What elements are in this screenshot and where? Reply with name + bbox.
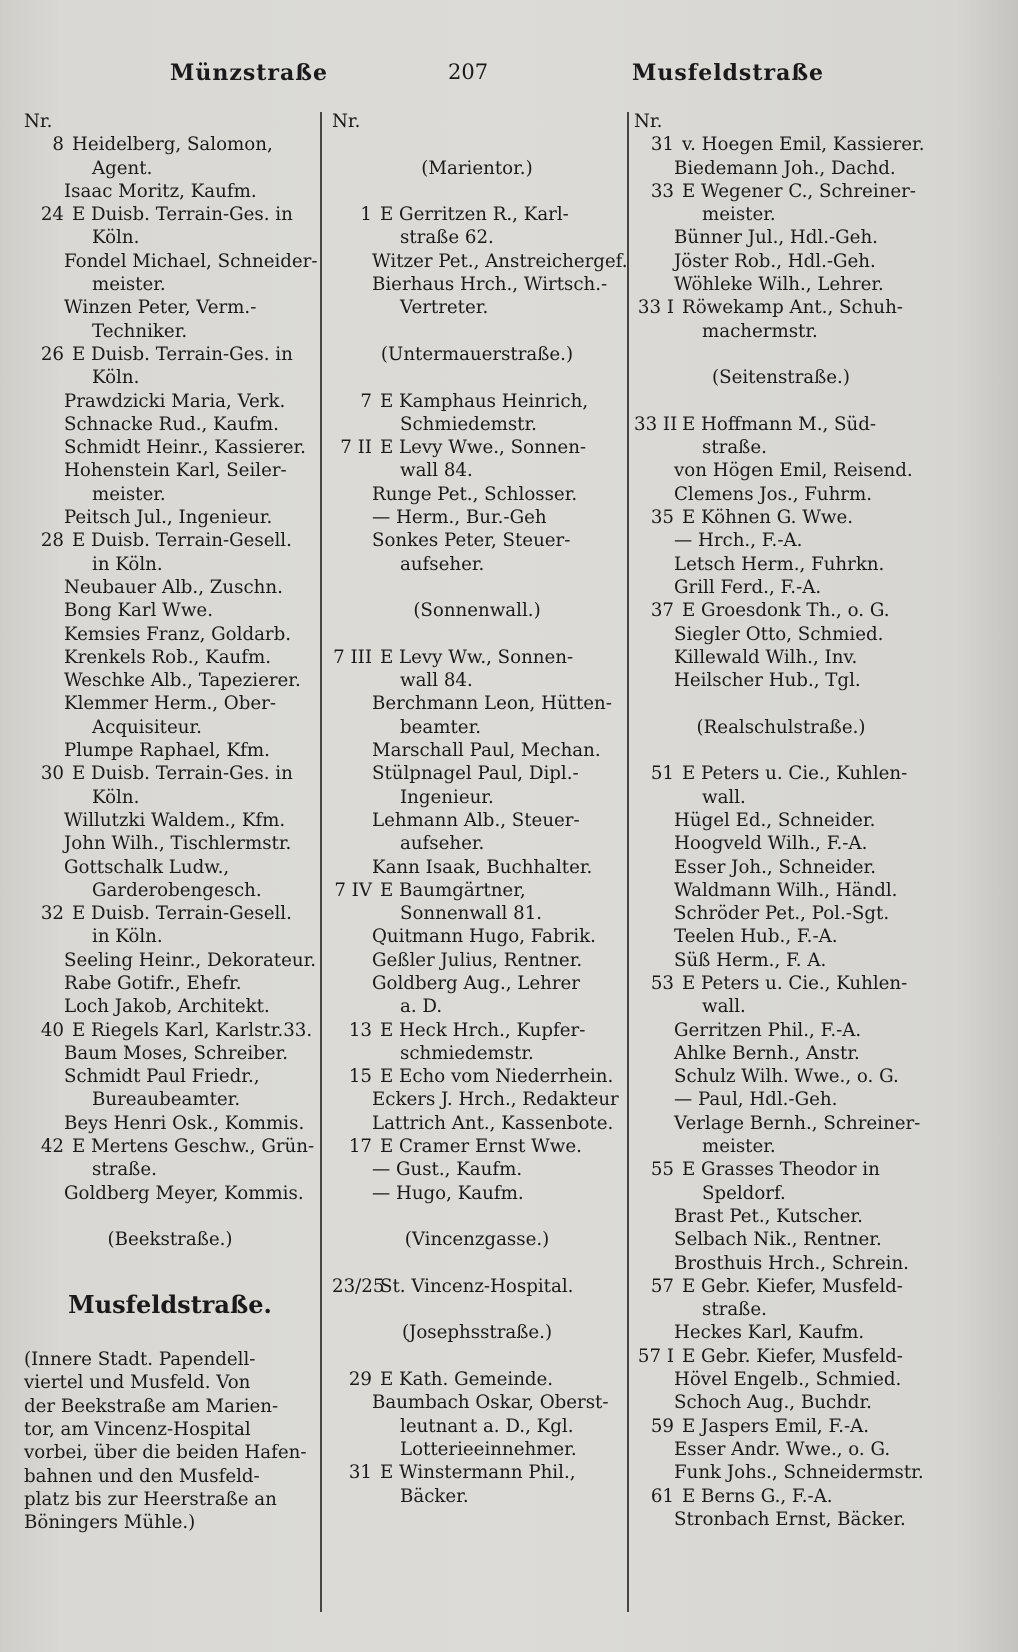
entry-continuation: Sonnenwall 81. (400, 903, 543, 925)
house-number: 51 (650, 763, 674, 785)
entry-continuation: wall 84. (400, 670, 473, 692)
house-entry (332, 436, 622, 459)
resident-entry: Brosthuis Hrch., Schrein. (674, 1252, 909, 1274)
house-number: 59 (650, 1415, 674, 1437)
spacer (332, 1252, 622, 1275)
house-entry (634, 762, 928, 785)
column-middle (332, 110, 628, 1508)
entry-continuation: a. D. (400, 996, 443, 1018)
resident-entry: Neubauer Alb., Zuschn. (64, 576, 283, 598)
street-description-line: Böningers Mühle.) (24, 1512, 196, 1534)
entry-continuation: machermstr. (702, 320, 818, 342)
entry-continuation: aufseher. (400, 553, 485, 575)
house-entry (634, 296, 928, 319)
house-number: 32 (40, 903, 64, 925)
resident-entry: Stülpnagel Paul, Dipl.- (372, 763, 579, 785)
resident-entry: Hohenstein Karl, Seiler- (64, 460, 287, 482)
house-entry (634, 599, 928, 622)
house-number: 53 (650, 972, 674, 994)
street-description-line: tor, am Vincenz-Hospital (24, 1419, 251, 1441)
header-street-left: Münzstraße (170, 60, 328, 86)
spacer (332, 133, 622, 156)
house-number: 7 (360, 390, 372, 412)
entry-continuation: leutnant a. D., Kgl. (400, 1415, 574, 1437)
resident-entry: Jöster Rob., Hdl.-Geh. (674, 250, 876, 272)
spacer (332, 1205, 622, 1228)
cross-street: (Untermauerstraße.) (380, 343, 574, 365)
house-entry (24, 203, 316, 226)
house-entry (634, 413, 928, 436)
resident-name: E Mertens Geschw., Grün- (72, 1136, 315, 1158)
entry-continuation: wall. (702, 996, 746, 1018)
resident-name: E Echo vom Niederrhein. (380, 1066, 614, 1088)
resident-entry: Peitsch Jul., Ingenieur. (64, 507, 273, 529)
resident-entry: Berchmann Leon, Hütten- (372, 693, 612, 715)
resident-entry: Selbach Nik., Rentner. (674, 1229, 882, 1251)
resident-entry: Eckers J. Hrch., Redakteur (372, 1089, 619, 1111)
column-right (634, 110, 928, 1531)
resident-entry: Loch Jakob, Architekt. (64, 996, 270, 1018)
resident-name: E Duisb. Terrain-Gesell. (72, 530, 292, 552)
house-entry (332, 1019, 622, 1042)
entry-continuation: aufseher. (400, 833, 485, 855)
house-number: 24 (40, 204, 64, 226)
house-number: 15 (348, 1066, 372, 1088)
resident-entry: Isaac Moritz, Kaufm. (64, 180, 257, 202)
resident-entry: Hövel Engelb., Schmied. (674, 1369, 902, 1391)
resident-entry: John Wilh., Tischlermstr. (64, 833, 292, 855)
cross-street: (Beekstraße.) (107, 1229, 233, 1251)
resident-entry: Verlage Bernh., Schreiner- (674, 1112, 921, 1134)
house-entry (24, 762, 316, 785)
resident-name: E Wegener C., Schreiner- (682, 180, 916, 202)
resident-entry: Bierhaus Hrch., Wirtsch.- (372, 274, 608, 296)
street-description-line: (Innere Stadt. Papendell- (24, 1349, 256, 1371)
resident-entry: Wöhleke Wilh., Lehrer. (674, 274, 884, 296)
resident-entry: Schmidt Paul Friedr., (64, 1066, 260, 1088)
resident-entry: Killewald Wilh., Inv. (674, 646, 858, 668)
resident-entry: Klemmer Herm., Ober- (64, 693, 276, 715)
entry-continuation: schmiedemstr. (400, 1042, 534, 1064)
resident-entry: Baum Moses, Schreiber. (64, 1042, 289, 1064)
resident-entry: Biedemann Joh., Dachd. (674, 157, 896, 179)
cross-street: (Marientor.) (421, 157, 533, 179)
entry-continuation: meister. (702, 1136, 776, 1158)
resident-name: E Jaspers Emil, F.-A. (682, 1415, 870, 1437)
street-title: Musfeldstraße. (68, 1289, 272, 1319)
house-entry (332, 1135, 622, 1158)
resident-name: E Duisb. Terrain-Gesell. (72, 903, 292, 925)
resident-entry: von Högen Emil, Reisend. (674, 460, 913, 482)
spacer (634, 739, 928, 762)
street-description-line: vorbei, über die beiden Hafen- (24, 1442, 307, 1464)
resident-entry: Letsch Herm., Fuhrkn. (674, 553, 885, 575)
house-entry (634, 1345, 928, 1368)
resident-name: E Duisb. Terrain-Ges. in (72, 204, 293, 226)
house-number: 26 (40, 343, 64, 365)
entry-continuation: Köln. (92, 367, 140, 389)
resident-name: E Hoffmann M., Süd- (682, 413, 877, 435)
entry-continuation: beamter. (400, 716, 482, 738)
entry-continuation: Techniker. (92, 320, 188, 342)
cross-street: (Sonnenwall.) (413, 600, 541, 622)
house-entry (24, 1019, 316, 1042)
resident-entry: Marschall Paul, Mechan. (372, 740, 601, 762)
resident-entry: — Herm., Bur.-Geh (372, 507, 547, 529)
spacer (332, 576, 622, 599)
entry-continuation: in Köln. (92, 926, 163, 948)
entry-continuation: Köln. (92, 786, 140, 808)
house-number: 40 (40, 1019, 64, 1041)
spacer (634, 390, 928, 413)
cross-street: (Vincenzgasse.) (404, 1229, 550, 1251)
resident-entry: Schoch Aug., Buchdr. (674, 1392, 872, 1414)
street-description-line: bahnen und den Musfeld- (24, 1465, 260, 1487)
resident-entry: Bong Karl Wwe. (64, 600, 213, 622)
resident-name: E Duisb. Terrain-Ges. in (72, 763, 293, 785)
resident-entry: — Hugo, Kaufm. (372, 1182, 524, 1204)
resident-name: E Heck Hrch., Kupfer- (380, 1019, 586, 1041)
resident-name: E Kath. Gemeinde. (380, 1369, 554, 1391)
house-number: 31 (650, 134, 674, 156)
resident-entry: Seeling Heinr., Dekorateur. (64, 949, 317, 971)
resident-entry: Geßler Julius, Rentner. (372, 949, 583, 971)
house-number: 31 (348, 1462, 372, 1484)
house-number: 8 (52, 134, 64, 156)
entry-continuation: Acquisiteur. (92, 716, 202, 738)
resident-name: E Peters u. Cie., Kuhlen- (682, 972, 908, 994)
house-number: 7 IV (334, 879, 372, 901)
house-number: 7 II (340, 437, 372, 459)
entry-continuation: Agent. (92, 157, 153, 179)
entry-continuation: Garderobengesch. (92, 879, 262, 901)
resident-entry: Süß Herm., F. A. (674, 949, 827, 971)
house-entry (634, 180, 928, 203)
house-entry (332, 1065, 622, 1088)
resident-entry: Lattrich Ant., Kassenbote. (372, 1112, 614, 1134)
house-number: 7 III (333, 646, 372, 668)
house-entry (634, 133, 928, 156)
house-number: 37 (650, 600, 674, 622)
column-divider (627, 112, 629, 1612)
resident-entry: Goldberg Aug., Lehrer (372, 972, 581, 994)
spacer (332, 320, 622, 343)
spacer (332, 623, 622, 646)
resident-name: E Berns G., F.-A. (682, 1485, 833, 1507)
house-number: 33 I (637, 297, 674, 319)
resident-entry: Gerritzen Phil., F.-A. (674, 1019, 862, 1041)
resident-entry: Sonkes Peter, Steuer- (372, 530, 571, 552)
resident-entry: Clemens Jos., Fuhrm. (674, 483, 873, 505)
entry-continuation: Bureaubeamter. (92, 1089, 241, 1111)
cross-street: (Realschulstraße.) (696, 716, 866, 738)
resident-entry: — Hrch., F.-A. (674, 530, 803, 552)
resident-entry: Rabe Gotifr., Ehefr. (64, 972, 242, 994)
entry-continuation: meister. (92, 483, 166, 505)
house-number: 42 (40, 1136, 64, 1158)
house-entry (332, 390, 622, 413)
house-entry (332, 646, 622, 669)
cross-street: (Seitenstraße.) (712, 367, 850, 389)
house-number: 13 (348, 1019, 372, 1041)
resident-entry: Plumpe Raphael, Kfm. (64, 740, 270, 762)
column-heading: Nr. (332, 111, 361, 132)
resident-entry: Hügel Ed., Schneider. (674, 809, 876, 831)
street-description-line: viertel und Musfeld. Von (24, 1372, 251, 1394)
column-divider (320, 112, 322, 1612)
resident-name: E Gebr. Kiefer, Musfeld- (682, 1345, 903, 1367)
entry-continuation: Bäcker. (400, 1485, 469, 1507)
entry-continuation: straße. (702, 1299, 767, 1321)
resident-entry: Esser Andr. Wwe., o. G. (674, 1438, 891, 1460)
house-entry (24, 529, 316, 552)
resident-name: E Baumgärtner, (380, 879, 526, 901)
resident-entry: — Paul, Hdl.-Geh. (674, 1089, 838, 1111)
resident-name: E Kamphaus Heinrich, (380, 390, 589, 412)
entry-continuation: Speldorf. (702, 1182, 786, 1204)
resident-name: St. Vincenz-Hospital. (380, 1275, 574, 1297)
house-entry (24, 1135, 316, 1158)
resident-entry: Gottschalk Ludw., (64, 856, 230, 878)
house-number: 35 (650, 507, 674, 529)
resident-entry: Ahlke Bernh., Anstr. (674, 1042, 860, 1064)
resident-entry: Waldmann Wilh., Händl. (674, 879, 898, 901)
resident-entry: Kemsies Franz, Goldarb. (64, 623, 292, 645)
house-entry (634, 1415, 928, 1438)
house-entry (332, 1368, 622, 1391)
resident-name: E Levy Ww., Sonnen- (380, 646, 574, 668)
resident-entry: Krenkels Rob., Kaufm. (64, 646, 272, 668)
resident-entry: Kann Isaak, Buchhalter. (372, 856, 593, 878)
resident-entry: Witzer Pet., Anstreichergef. (372, 250, 628, 272)
entry-continuation: straße. (702, 437, 767, 459)
spacer (332, 1298, 622, 1321)
resident-name: E Gebr. Kiefer, Musfeld- (682, 1275, 903, 1297)
spacer (332, 1345, 622, 1368)
house-number: 55 (650, 1159, 674, 1181)
column-left (24, 110, 316, 1535)
spacer (332, 180, 622, 203)
house-number: 33 II (634, 413, 678, 435)
entry-continuation: Lotterieeinnehmer. (400, 1438, 577, 1460)
resident-entry: Beys Henri Osk., Kommis. (64, 1112, 305, 1134)
entry-continuation: wall. (702, 786, 746, 808)
entry-continuation: straße. (92, 1159, 157, 1181)
cross-street: (Josephsstraße.) (401, 1322, 553, 1344)
resident-name: E Levy Wwe., Sonnen- (380, 437, 587, 459)
resident-entry: Brast Pet., Kutscher. (674, 1205, 863, 1227)
house-entry (634, 1275, 928, 1298)
resident-entry: Hoogveld Wilh., F.-A. (674, 833, 868, 855)
resident-name: E Duisb. Terrain-Ges. in (72, 343, 293, 365)
header-street-right: Musfeldstraße (632, 60, 825, 86)
resident-entry: Schulz Wilh. Wwe., o. G. (674, 1066, 899, 1088)
house-entry (24, 902, 316, 925)
entry-continuation: Schmiedemstr. (400, 413, 537, 435)
resident-entry: Prawdzicki Maria, Verk. (64, 390, 286, 412)
resident-entry: Esser Joh., Schneider. (674, 856, 877, 878)
column-heading: Nr. (24, 111, 53, 132)
resident-entry: Schnacke Rud., Kaufm. (64, 413, 279, 435)
resident-entry: Stronbach Ernst, Bäcker. (674, 1508, 906, 1530)
spacer (24, 1325, 316, 1348)
house-number: 17 (348, 1136, 372, 1158)
house-number: 23/25 (332, 1275, 385, 1297)
resident-entry: Winzen Peter, Verm.- (64, 297, 257, 319)
entry-continuation: Vertreter. (400, 297, 489, 319)
house-entry (332, 203, 622, 226)
resident-name: E Winstermann Phil., (380, 1462, 576, 1484)
house-number: 57 I (637, 1345, 674, 1367)
resident-entry: Heilscher Hub., Tgl. (674, 670, 861, 692)
house-number: 1 (360, 204, 372, 226)
resident-entry: Funk Johs., Schneidermstr. (674, 1462, 924, 1484)
entry-continuation: meister. (92, 274, 166, 296)
resident-name: Heidelberg, Salomon, (72, 134, 273, 156)
entry-continuation: Köln. (92, 227, 140, 249)
resident-name: E Grasses Theodor in (682, 1159, 880, 1181)
house-entry (634, 1485, 928, 1508)
page-header (0, 60, 1018, 94)
resident-entry: Teelen Hub., F.-A. (674, 926, 838, 948)
spacer (332, 366, 622, 389)
resident-entry: Goldberg Meyer, Kommis. (64, 1182, 304, 1204)
resident-name: E Gerritzen R., Karl- (380, 204, 569, 226)
house-entry (634, 506, 928, 529)
house-number: 61 (650, 1485, 674, 1507)
house-number: 33 (650, 180, 674, 202)
resident-entry: Weschke Alb., Tapezierer. (64, 670, 301, 692)
entry-continuation: straße 62. (400, 227, 494, 249)
house-entry (634, 1158, 928, 1181)
column-heading: Nr. (634, 111, 663, 132)
resident-name: E Cramer Ernst Wwe. (380, 1136, 582, 1158)
entry-continuation: in Köln. (92, 553, 163, 575)
house-entry (634, 972, 928, 995)
house-number: 28 (40, 530, 64, 552)
spacer (24, 1205, 316, 1228)
resident-entry: Grill Ferd., F.-A. (674, 576, 822, 598)
house-entry (332, 1461, 622, 1484)
house-entry (332, 879, 622, 902)
house-entry (24, 133, 316, 156)
spacer (24, 1252, 316, 1275)
resident-name: E Riegels Karl, Karlstr.33. (72, 1019, 313, 1041)
resident-name: E Groesdonk Th., o. G. (682, 600, 890, 622)
resident-entry: Lehmann Alb., Steuer- (372, 809, 580, 831)
house-entry (24, 343, 316, 366)
spacer (634, 343, 928, 366)
resident-entry: Schröder Pet., Pol.-Sgt. (674, 903, 890, 925)
street-description-line: platz bis zur Heerstraße an (24, 1488, 277, 1510)
house-entry (332, 1275, 622, 1298)
spacer (634, 692, 928, 715)
entry-continuation: wall 84. (400, 460, 473, 482)
resident-entry: Runge Pet., Schlosser. (372, 483, 578, 505)
resident-entry: Fondel Michael, Schneider- (64, 250, 318, 272)
resident-entry: — Gust., Kaufm. (372, 1159, 523, 1181)
resident-entry: Willutzki Waldem., Kfm. (64, 809, 286, 831)
house-number: 29 (348, 1369, 372, 1391)
resident-entry: Baumbach Oskar, Oberst- (372, 1392, 609, 1414)
resident-entry: Schmidt Heinr., Kassierer. (64, 437, 306, 459)
entry-continuation: meister. (702, 204, 776, 226)
entry-continuation: Ingenieur. (400, 786, 494, 808)
house-number: 57 (650, 1275, 674, 1297)
resident-name: E Köhnen G. Wwe. (682, 507, 854, 529)
resident-name: v. Hoegen Emil, Kassierer. (682, 134, 925, 156)
resident-entry: Quitmann Hugo, Fabrik. (372, 926, 596, 948)
resident-name: E Peters u. Cie., Kuhlen- (682, 763, 908, 785)
house-number: 30 (40, 763, 64, 785)
resident-entry: Bünner Jul., Hdl.-Geh. (674, 227, 878, 249)
resident-name: Röwekamp Ant., Schuh- (682, 297, 903, 319)
street-description-line: der Beekstraße am Marien- (24, 1395, 279, 1417)
page-number: 207 (448, 60, 489, 84)
resident-entry: Heckes Karl, Kaufm. (674, 1322, 865, 1344)
resident-entry: Siegler Otto, Schmied. (674, 623, 884, 645)
